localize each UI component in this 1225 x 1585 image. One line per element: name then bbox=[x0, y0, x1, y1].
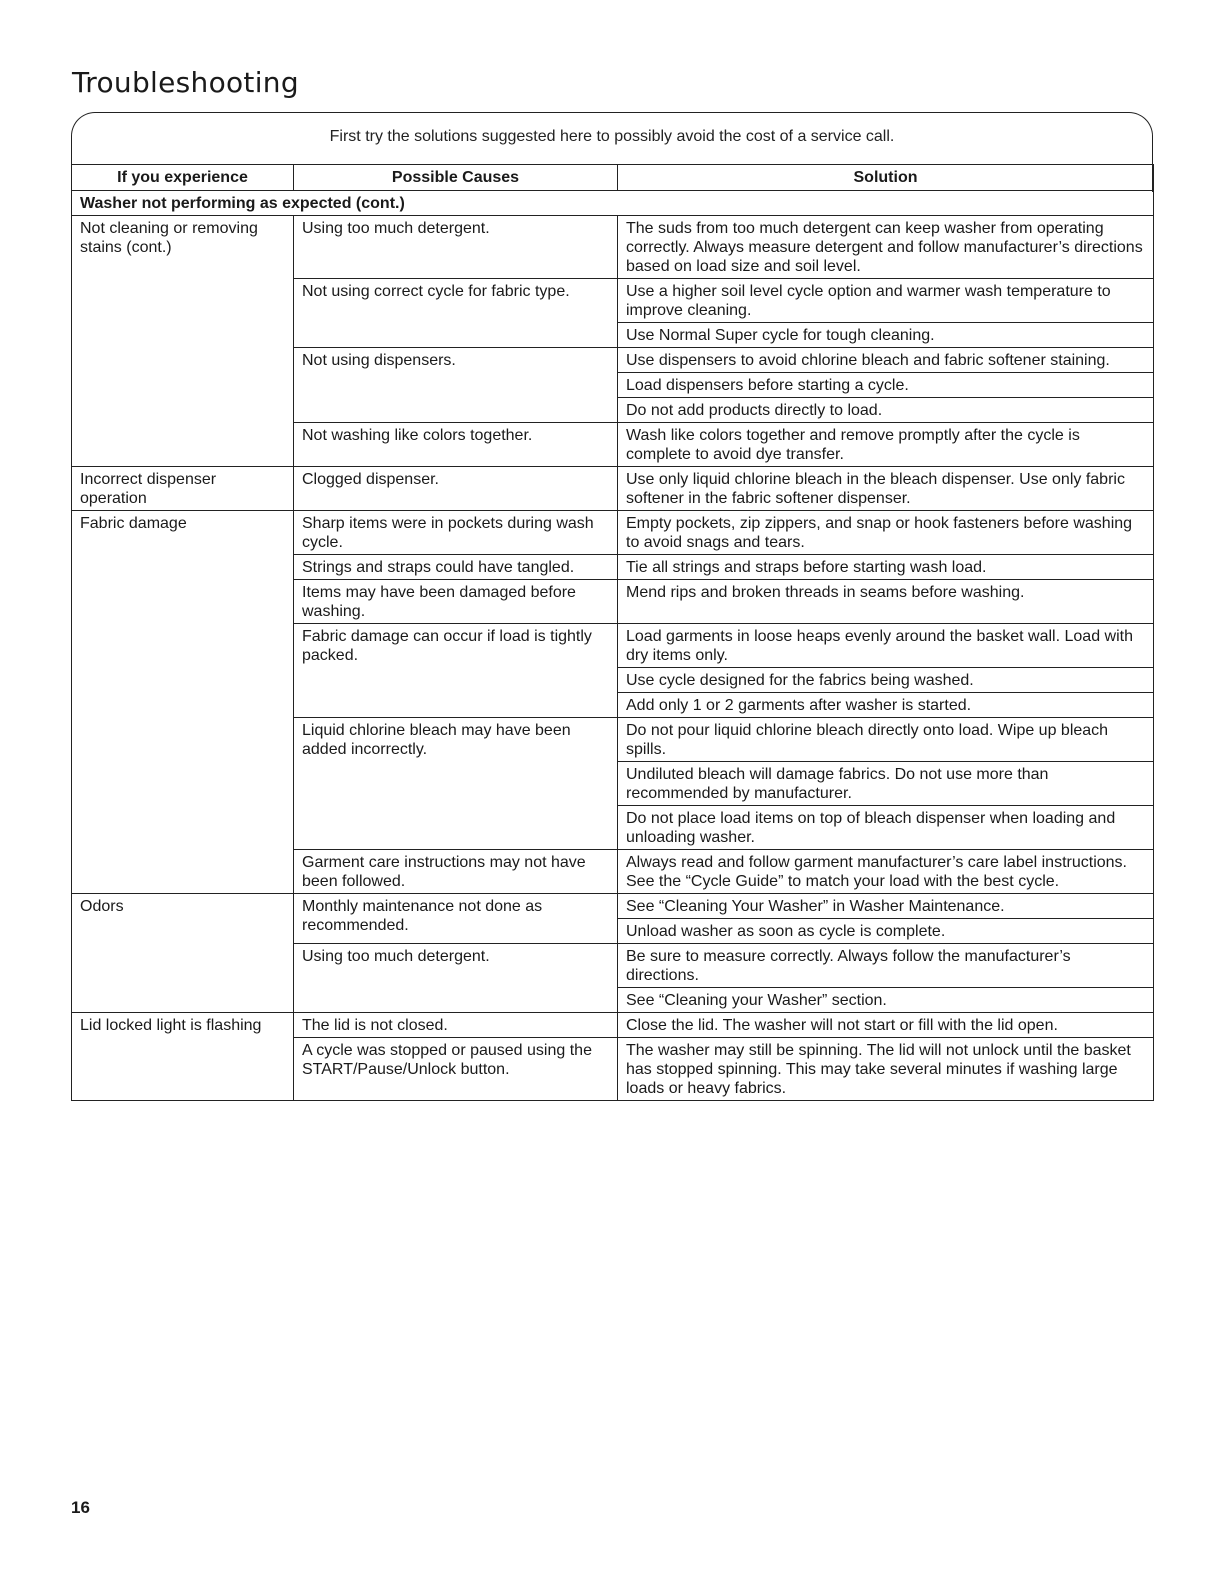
table-row bbox=[72, 467, 1154, 511]
solution-cell: Wash like colors together and remove promptly after the cycle is complete to avoid dye transfer. bbox=[618, 423, 1154, 467]
cause-cell: Strings and straps could have tangled. bbox=[294, 555, 618, 580]
solution-cell: Do not add products directly to load. bbox=[618, 398, 1154, 423]
solution-cell: Be sure to measure correctly. Always follow the manufacturer’s directions. bbox=[618, 944, 1154, 988]
solution-cell: Use cycle designed for the fabrics being washed. bbox=[618, 668, 1154, 693]
solution-cell: The suds from too much detergent can keep washer from operating correctly. Always measure detergent and follow manufacturer’s directions based on load size and soil level. bbox=[618, 216, 1154, 279]
solution-cell: Empty pockets, zip zippers, and snap or hook fasteners before washing to avoid snags and tears. bbox=[618, 511, 1154, 555]
cause-cell: The lid is not closed. bbox=[294, 1013, 618, 1038]
symptom-cell: Not cleaning or removing stains (cont.) bbox=[72, 216, 294, 467]
cause-cell: Using too much detergent. bbox=[294, 216, 618, 279]
cause-cell: Using too much detergent. bbox=[294, 944, 618, 1013]
symptom-cell: Odors bbox=[72, 894, 294, 1013]
table-row bbox=[72, 511, 1154, 555]
symptom-cell: Fabric damage bbox=[72, 511, 294, 894]
solution-cell: Do not pour liquid chlorine bleach directly onto load. Wipe up bleach spills. bbox=[618, 718, 1154, 762]
solution-cell: Use dispensers to avoid chlorine bleach and fabric softener staining. bbox=[618, 348, 1154, 373]
section-row bbox=[72, 191, 1154, 216]
table-header-row bbox=[72, 165, 1154, 191]
header-experience: If you experience bbox=[72, 165, 294, 191]
solution-cell: Add only 1 or 2 garments after washer is started. bbox=[618, 693, 1154, 718]
header-causes: Possible Causes bbox=[294, 165, 618, 191]
cause-cell: Sharp items were in pockets during wash cycle. bbox=[294, 511, 618, 555]
table-row bbox=[72, 1013, 1154, 1038]
section-title: Washer not performing as expected (cont.) bbox=[72, 191, 1154, 216]
solution-cell: Use Normal Super cycle for tough cleaning. bbox=[618, 323, 1154, 348]
troubleshooting-table bbox=[71, 164, 1154, 1101]
cause-cell: Clogged dispenser. bbox=[294, 467, 618, 511]
solution-cell: The washer may still be spinning. The lid will not unlock until the basket has stopped spinning. This may take several minutes if washing large loads or heavy fabrics. bbox=[618, 1038, 1154, 1101]
solution-cell: See “Cleaning Your Washer” in Washer Maintenance. bbox=[618, 894, 1154, 919]
solution-cell: Use only liquid chlorine bleach in the bleach dispenser. Use only fabric softener in the fabric softener dispenser. bbox=[618, 467, 1154, 511]
solution-cell: Use a higher soil level cycle option and warmer wash temperature to improve cleaning. bbox=[618, 279, 1154, 323]
solution-cell: Mend rips and broken threads in seams before washing. bbox=[618, 580, 1154, 624]
cause-cell: Not washing like colors together. bbox=[294, 423, 618, 467]
header-solution: Solution bbox=[618, 165, 1154, 191]
solution-cell: Load garments in loose heaps evenly around the basket wall. Load with dry items only. bbox=[618, 624, 1154, 668]
cause-cell: Not using correct cycle for fabric type. bbox=[294, 279, 618, 348]
cause-cell: Monthly maintenance not done as recommended. bbox=[294, 894, 618, 944]
page-number: 16 bbox=[71, 1498, 90, 1517]
solution-cell: Tie all strings and straps before starting wash load. bbox=[618, 555, 1154, 580]
cause-cell: Items may have been damaged before washing. bbox=[294, 580, 618, 624]
solution-cell: Close the lid. The washer will not start or fill with the lid open. bbox=[618, 1013, 1154, 1038]
symptom-cell: Incorrect dispenser operation bbox=[72, 467, 294, 511]
solution-cell: Do not place load items on top of bleach dispenser when loading and unloading washer. bbox=[618, 806, 1154, 850]
intro-text: First try the solutions suggested here to possibly avoid the cost of a service call. bbox=[329, 128, 895, 145]
table-row bbox=[72, 216, 1154, 279]
cause-cell: Not using dispensers. bbox=[294, 348, 618, 423]
solution-cell: See “Cleaning your Washer” section. bbox=[618, 988, 1154, 1013]
solution-cell: Always read and follow garment manufacturer’s care label instructions. See the “Cycle Guide” to match your load with the best cycle. bbox=[618, 850, 1154, 894]
solution-cell: Load dispensers before starting a cycle. bbox=[618, 373, 1154, 398]
cause-cell: Fabric damage can occur if load is tightly packed. bbox=[294, 624, 618, 718]
cause-cell: A cycle was stopped or paused using the START/Pause/Unlock button. bbox=[294, 1038, 618, 1101]
cause-cell: Garment care instructions may not have been followed. bbox=[294, 850, 618, 894]
symptom-cell: Lid locked light is flashing bbox=[72, 1013, 294, 1101]
solution-cell: Undiluted bleach will damage fabrics. Do not use more than recommended by manufacturer. bbox=[618, 762, 1154, 806]
table-body bbox=[72, 191, 1154, 1101]
cause-cell: Liquid chlorine bleach may have been added incorrectly. bbox=[294, 718, 618, 850]
table-row bbox=[72, 894, 1154, 919]
solution-cell: Unload washer as soon as cycle is complete. bbox=[618, 919, 1154, 944]
page-title: Troubleshooting bbox=[72, 66, 299, 99]
